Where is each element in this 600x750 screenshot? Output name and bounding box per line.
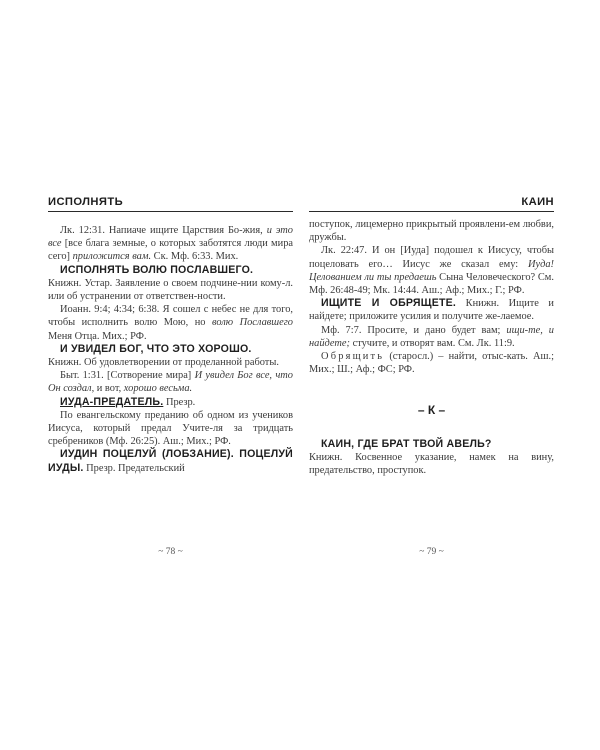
- running-header-left: [48, 195, 293, 212]
- header-word: КАИН: [521, 196, 554, 208]
- running-header-right: [309, 195, 554, 212]
- headword-kain-gde-brat: КАИН, ГДЕ БРАТ ТВОЙ АВЕЛЬ?: [321, 437, 492, 450]
- right-page: [309, 195, 555, 557]
- headword-ispolnyat-volyu: ИСПОЛНЯТЬ ВОЛЮ ПОСЛАВШЕГО.: [60, 263, 254, 276]
- definition: Книжн. Устар. Заявление о своем подчине-нии кому-л. или об устранении от ответствен-ности.: [48, 277, 293, 303]
- word-gloss: Обрящить (старосл.) – найти, отыс-кать. Аш.; Мих.; Ш.; Аф.; ФС; РФ.: [309, 351, 554, 376]
- entry-citation: Лк. 12:31. Напиаче ищите Царствия Бо-жия, и это все [все блага земные, о которых заботятся люди мира сего] приложится вам. Ск. Мф. 6:33. Мих.: [48, 225, 294, 263]
- entry-citation: Мф. 7:7. Просите, и дано будет вам; ищи-те, и найдете; стучите, и отворят вам. См. Лк. 11:9.: [309, 324, 555, 349]
- headword-iudin-poceluy: ИУДИН ПОЦЕЛУЙ (ЛОБЗАНИЕ). ПОЦЕЛУЙ ИУДЫ. Презр. Предательский: [48, 448, 293, 474]
- definition: Книжн. Косвенное указание, намек на вину, предательство, проступок.: [309, 451, 554, 477]
- headword-iuda-predatel: ИУДА-ПРЕДАТЕЛЬ. Презр.: [60, 395, 196, 408]
- left-page-body: [48, 224, 293, 475]
- section-letter: – К –: [417, 403, 446, 418]
- page-number-right: ~ 79 ~: [419, 547, 444, 557]
- right-page-body: [309, 218, 554, 477]
- header-word: ИСПОЛНЯТЬ: [48, 196, 124, 208]
- headword-i-uvidel-bog: И УВИДЕЛ БОГ, ЧТО ЭТО ХОРОШО.: [60, 342, 252, 355]
- headword-ishchite-i-obryashchete: ИЩИТЕ И ОБРЯЩЕТЕ. Книжн. Ищите и найдете; приложите усилия и получите же-лаемое.: [309, 297, 554, 323]
- entry-citation: По евангельскому преданию об одном из учеников Иисуса, который предал Учите-ля за тридцать сребреников (Мф. 26:25). Аш.; Мих.; РФ.: [48, 409, 293, 448]
- entry-citation: Быт. 1:31. [Сотворение мира] И увидел Бог все, что Он создал, и вот, хорошо весьма.: [48, 370, 293, 395]
- definition-continued: поступок, лицемерно прикрытый проявлени-ем любви, дружбы.: [309, 219, 554, 244]
- left-page: [48, 195, 294, 557]
- entry-citation: Лк. 22:47. И он [Иуда] подошел к Иисусу, чтобы поцеловать его… Иисус же сказал ему: Иуда! Целованием ли ты предаешь Сына Человеческого? См. Мф. 26:48-49; Мк. 14:44. Аш.; Аф.; Мих.; Г.; РФ.: [309, 245, 554, 297]
- entry-citation: Иоанн. 9:4; 4:34; 6:38. Я сошел с небес не для того, чтобы исполнить волю Мою, но волю Пославшего Меня Отца. Мих.; РФ.: [48, 304, 293, 342]
- definition: Книжн. Об удовлетворении от проделанной работы.: [48, 357, 279, 369]
- page-number-left: ~ 78 ~: [158, 547, 183, 557]
